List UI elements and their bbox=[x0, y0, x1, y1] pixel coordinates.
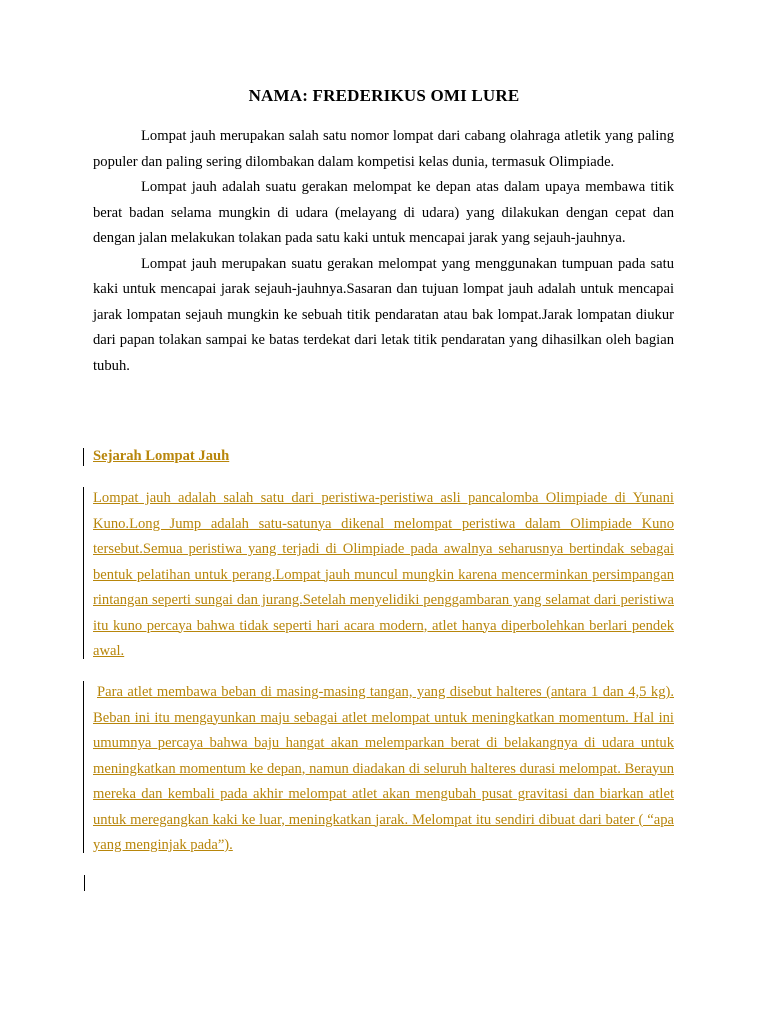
tracked-paragraph-block-1 bbox=[93, 486, 674, 665]
change-bar-heading bbox=[83, 448, 84, 466]
tracked-paragraph-block-2 bbox=[93, 680, 674, 859]
tracked-heading bbox=[93, 444, 674, 470]
paragraph-1: Lompat jauh merupakan salah satu nomor lompat dari cabang olahraga atletik yang paling populer dan paling sering dilombakan dalam kompetisi kelas dunia, termasuk Olimpiade. bbox=[93, 128, 674, 170]
section-heading: Sejarah Lompat Jauh bbox=[93, 448, 230, 464]
change-bar-paragraph-4 bbox=[83, 487, 84, 659]
body-text bbox=[93, 124, 674, 379]
paragraph-3: Lompat jauh merupakan suatu gerakan melompat yang menggunakan tumpuan pada satu kaki untuk mencapai jarak sejauh-jauhnya.Sasaran dan tujuan lompat jauh adalah untuk mencapai jarak lompatan sejauh mungkin ke sebuah titik pendaratan atau bak lompat.Jarak lompatan diukur dari papan tolakan sampai ke batas terdekat dari letak titik pendaratan yang dihasilkan oleh bagian tubuh. bbox=[93, 255, 674, 374]
text-cursor bbox=[84, 875, 85, 891]
paragraph-2: Lompat jauh adalah suatu gerakan melompat ke depan atas dalam upaya membawa titik berat badan selama mungkin di udara (melayang di udara) yang dilakukan dengan cepat dan dengan jalan melakukan tolakan pada satu kaki untuk mencapai jarak yang sejauh-jauhnya. bbox=[93, 179, 674, 246]
tracked-paragraph-2: Para atlet membawa beban di masing-masing tangan, yang disebut halteres (antara 1 dan 4,5 kg). Beban ini itu mengayunkan maju sebagai atlet melompat untuk meningkatkan momentum. Hal ini umumnya percaya bahwa baju hangat akan melemparkan berat di belakangnya di udara untuk meningkatkan momentum ke depan, namun diadakan di seluruh halteres durasi melompat. Berayun mereka dan kembali pada akhir melompat atlet akan mengubah pusat gravitasi dan biarkan atlet untuk meregangkan kaki ke luar, meningkatkan jarak. Melompat itu sendiri dibuat dari bater ( “apa yang menginjak pada”). bbox=[93, 684, 674, 853]
tracked-paragraph-1: Lompat jauh adalah salah satu dari peristiwa-peristiwa asli pancalomba Olimpiade di Yunani Kuno.Long Jump adalah satu-satunya dikenal melompat peristiwa dalam Olimpiade Kuno tersebut.Semua peristiwa yang terjadi di Olimpiade pada awalnya seharusnya bertindak sebagai bentuk pelatihan untuk perang.Lompat jauh muncul mungkin karena mencerminkan persimpangan rintangan seperti sungai dan jurang.Setelah menyelidiki penggambaran yang selamat dari peristiwa itu kuno percaya bahwa tidak seperti hari acara modern, atlet hanya diperbolehkan berlari pendek awal. bbox=[93, 490, 674, 659]
document-title: NAMA: FREDERIKUS OMI LURE bbox=[248, 86, 520, 105]
change-bar-paragraph-5 bbox=[83, 681, 84, 853]
